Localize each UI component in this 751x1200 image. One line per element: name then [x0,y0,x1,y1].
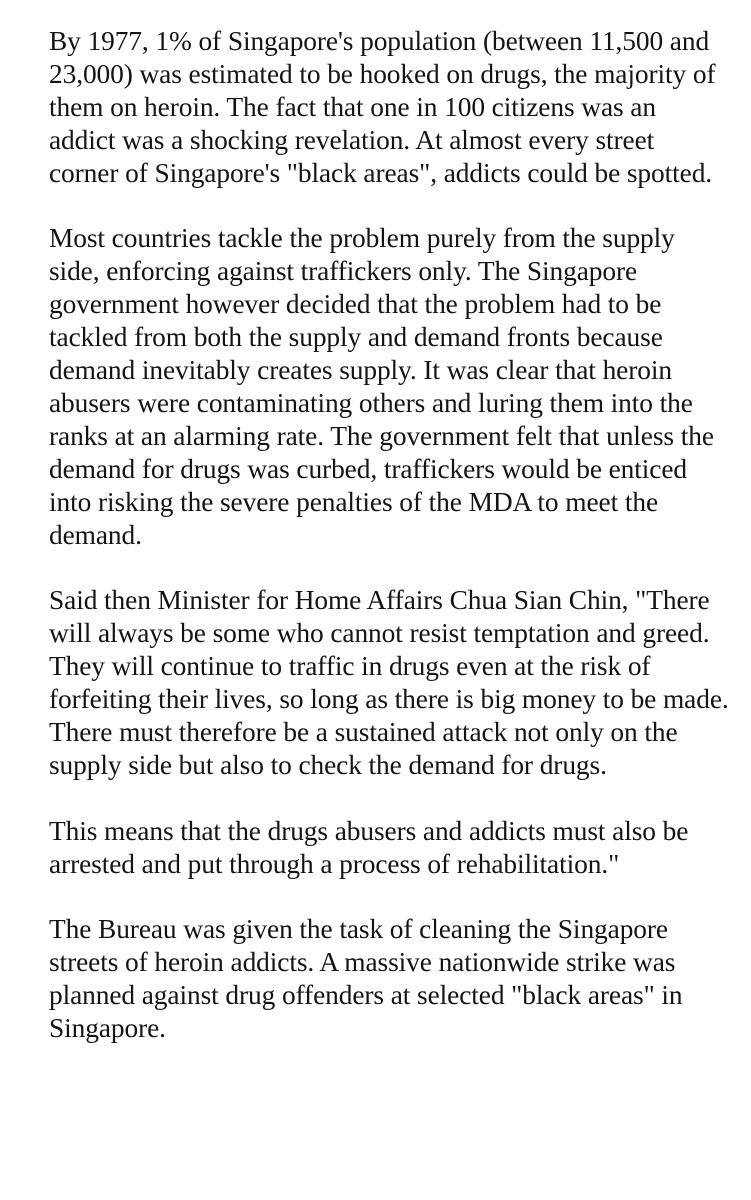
paragraph-minister-quote: Said then Minister for Home Affairs Chua Sian Chin, "There will always be some who cannot resist temptation and greed. They will continue to traffic in drugs even at the risk of forfeiting their lives, so long as there is big money to be made. There must therefore be a sustained attack not only on the supply side but also to check the demand for drugs. [49,585,729,780]
paragraph-supply-and-demand: Most countries tackle the problem purely from the supply side, enforcing against traffickers only. The Singapore government however decided that the problem had to be tackled from both the supply and demand fronts because demand inevitably creates supply. It was clear that heroin abusers were contaminating others and luring them into the ranks at an alarming rate. The government felt that unless the demand for drugs was curbed, traffickers would be enticed into risking the severe penalties of the MDA to meet the demand. [49,223,714,550]
article-text [49,25,729,1045]
paragraph-bureau-task: The Bureau was given the task of cleaning the Singapore streets of heroin addicts. A massive nationwide strike was planned against drug offenders at selected "black areas" in Singapore. [49,914,683,1044]
paragraph-drug-statistics-1977: By 1977, 1% of Singapore's population (between 11,500 and 23,000) was estimated to be hooked on drugs, the majority of them on heroin. The fact that one in 100 citizens was an addict was a shocking revelation. At almost every street corner of Singapore's "black areas", addicts could be spotted. [49,26,716,188]
paragraph-rehabilitation: This means that the drugs abusers and addicts must also be arrested and put through a process of rehabilitation." [49,815,689,879]
